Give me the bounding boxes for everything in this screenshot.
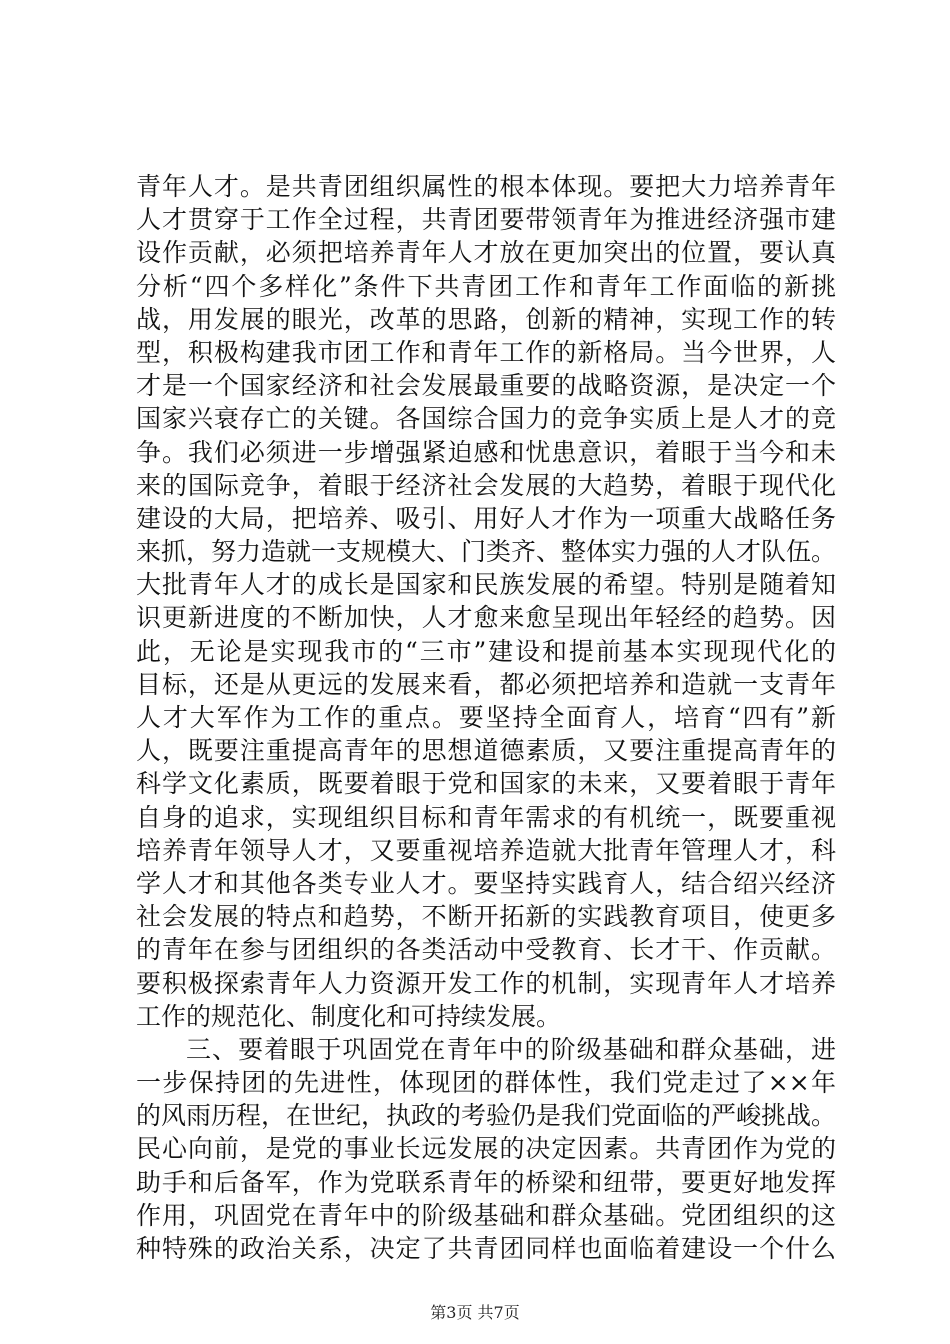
text-line: 民心向前，是党的事业长远发展的决定因素。共青团作为党的 — [136, 1134, 836, 1164]
text-line: 三、要着眼于巩固党在青年中的阶级基础和群众基础，进 — [186, 1034, 836, 1064]
text-line: 人才大军作为工作的重点。要坚持全面育人，培育“四有”新 — [136, 703, 836, 732]
text-line: 人才贯穿于工作全过程，共青团要带领青年为推进经济强市建 — [136, 205, 836, 235]
text-line: 建设的大局，把培养、吸引、用好人才作为一项重大战略任务 — [136, 503, 836, 533]
text-line: 的风雨历程，在世纪，执政的考验仍是我们党面临的严峻挑战。 — [136, 1101, 836, 1131]
text-line: 科学文化素质，既要着眼于党和国家的未来，又要着眼于青年 — [136, 769, 836, 799]
text-line: 的青年在参与团组织的各类活动中受教育、长才干、作贡献。 — [136, 935, 836, 965]
text-line: 一步保持团的先进性，体现团的群体性，我们党走过了××年 — [136, 1068, 836, 1098]
text-line: 识更新进度的不断加快，人才愈来愈呈现出年轻经的趋势。因 — [136, 603, 836, 633]
text-line: 大批青年人才的成长是国家和民族发展的希望。特别是随着知 — [136, 570, 836, 600]
text-line: 社会发展的特点和趋势，不断开拓新的实践教育项目，使更多 — [136, 902, 836, 932]
text-line: 作用，巩固党在青年中的阶级基础和群众基础。党团组织的这 — [136, 1200, 836, 1230]
text-line: 培养青年领导人才，又要重视培养造就大批青年管理人才，科 — [136, 835, 836, 865]
text-line: 来的国际竞争，着眼于经济社会发展的大趋势，着眼于现代化 — [136, 470, 836, 500]
page-number: 第3页 共7页 — [430, 1303, 520, 1322]
text-line: 来抓，努力造就一支规模大、门类齐、整体实力强的人才队伍。 — [136, 537, 836, 567]
text-line: 目标，还是从更远的发展来看，都必须把培养和造就一支青年 — [136, 669, 836, 699]
text-line: 此，无论是实现我市的“三市”建设和提前基本实现现代化的 — [136, 636, 836, 666]
text-line: 设作贡献，必须把培养青年人才放在更加突出的位置，要认真 — [136, 238, 836, 268]
text-line: 要积极探索青年人力资源开发工作的机制，实现青年人才培养 — [136, 968, 836, 998]
text-line: 分析“四个多样化”条件下共青团工作和青年工作面临的新挑 — [136, 271, 836, 301]
text-line: 自身的追求，实现组织目标和青年需求的有机统一，既要重视 — [136, 802, 836, 832]
text-line: 学人才和其他各类专业人才。要坚持实践育人，结合绍兴经济 — [136, 868, 836, 898]
text-line: 才是一个国家经济和社会发展最重要的战略资源，是决定一个 — [136, 371, 836, 401]
text-line: 工作的规范化、制度化和可持续发展。 — [136, 1001, 562, 1031]
text-line: 国家兴衰存亡的关键。各国综合国力的竞争实质上是人才的竞 — [136, 404, 836, 434]
text-line: 型，积极构建我市团工作和青年工作的新格局。当今世界，人 — [136, 337, 836, 367]
text-line: 助手和后备军，作为党联系青年的桥梁和纽带，要更好地发挥 — [136, 1167, 836, 1197]
document-body — [136, 170, 836, 1265]
text-line: 战，用发展的眼光，改革的思路，创新的精神，实现工作的转 — [136, 304, 836, 334]
text-line: 青年人才。是共青团组织属性的根本体现。要把大力培养青年 — [136, 172, 836, 201]
text-line: 人，既要注重提高青年的思想道德素质，又要注重提高青年的 — [136, 736, 836, 766]
text-line: 争。我们必须进一步增强紧迫感和忧患意识，着眼于当今和未 — [136, 437, 836, 467]
text-line: 种特殊的政治关系，决定了共青团同样也面临着建设一个什么 — [136, 1234, 836, 1263]
